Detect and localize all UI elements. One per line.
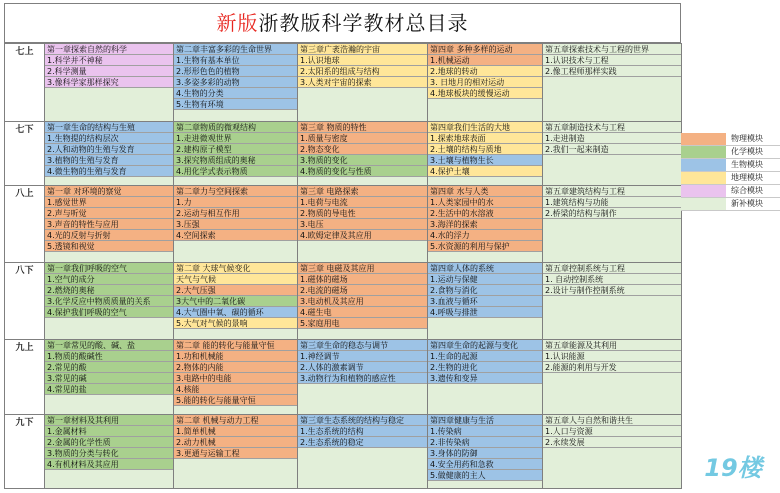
section-item: 1.电荷与电流 <box>298 197 427 208</box>
grade-row <box>5 340 682 415</box>
section-item: 1.运动与保健 <box>428 274 542 285</box>
grade-label: 八下 <box>5 263 45 340</box>
section-item: 3.化学反应中物质质量的关系 <box>45 296 173 307</box>
section-item: 2.土壤的结构与质地 <box>428 144 542 155</box>
chapter-cell <box>428 44 543 122</box>
section-item: 2.非传染病 <box>428 437 542 448</box>
chapter-title: 第四章 水与人类 <box>428 186 542 197</box>
chapter-cell <box>428 415 543 489</box>
chapter-title: 第三章广袤浩瀚的宇宙 <box>298 44 427 55</box>
section-item: 1.传染病 <box>428 426 542 437</box>
section-item: 5.能的转化与能量守恒 <box>174 395 297 406</box>
chapter-cell <box>45 263 174 340</box>
chapter-title: 第三章生态系统的结构与稳定 <box>298 415 427 426</box>
chapter-title: 第一章探索自然的科学 <box>45 44 173 55</box>
section-item: 2.能源的利用与开发 <box>543 362 681 373</box>
section-item: 1.简单机械 <box>174 426 297 437</box>
section-item: 5.做健康的主人 <box>428 470 542 481</box>
section-item: 4.核能 <box>174 384 297 395</box>
section-item: 2.生态系统的稳定 <box>298 437 427 448</box>
legend-label: 综合模块 <box>731 186 763 195</box>
legend-row <box>681 146 780 159</box>
chapter-title: 第三章生命的稳态与调节 <box>298 340 427 351</box>
chapter-cell <box>298 122 428 186</box>
section-item: 3. 日地月的相对运动 <box>428 77 542 88</box>
section-item: 1.磁体的磁场 <box>298 274 427 285</box>
section-item: 2.形形色色的植物 <box>174 66 297 77</box>
section-item: 2.太阳系的组成与结构 <box>298 66 427 77</box>
section-item: 2.地球的转动 <box>428 66 542 77</box>
section-item: 4.生物的分类 <box>174 88 297 99</box>
section-item: 4.物质的变化与性质 <box>298 166 427 177</box>
section-item: 3.海洋的探索 <box>428 219 542 230</box>
section-item: 1.人口与资源 <box>543 426 681 437</box>
legend-row <box>681 133 780 146</box>
chapter-cell <box>298 415 428 489</box>
section-item: 2.我们一起来制造 <box>543 144 681 155</box>
section-item: 3.像科学家那样探究 <box>45 77 173 88</box>
catalog-table <box>4 43 682 489</box>
chapter-cell <box>45 340 174 415</box>
legend-swatch <box>681 198 726 210</box>
section-item: 3.常见的碱 <box>45 373 173 384</box>
section-item: 4.空间探索 <box>174 230 297 241</box>
section-item: 3.声音的特性与应用 <box>45 219 173 230</box>
section-item: 4.微生物的生殖与发育 <box>45 166 173 177</box>
grade-row <box>5 44 682 122</box>
section-item: 2.像工程师那样实践 <box>543 66 681 77</box>
section-item: 3.电路中的电能 <box>174 373 297 384</box>
chapter-title: 第三章 物质的特性 <box>298 122 427 133</box>
grade-label: 九上 <box>5 340 45 415</box>
section-item: 1.走进制造 <box>543 133 681 144</box>
grade-row <box>5 263 682 340</box>
chapter-title: 第五章人与自然和谐共生 <box>543 415 681 426</box>
section-item: 3.植物的生殖与发育 <box>45 155 173 166</box>
chapter-title: 第一章材料及其利用 <box>45 415 173 426</box>
section-item: 3大气中的二氧化碳 <box>174 296 297 307</box>
chapter-title: 第二章 大球气候变化 <box>174 263 297 274</box>
section-item: 4.用化学式表示物质 <box>174 166 297 177</box>
section-item: 5.大气对气候的景响 <box>174 318 297 329</box>
section-item: 1.机械运动 <box>428 55 542 66</box>
section-item: 1.空气的成分 <box>45 274 173 285</box>
section-item: 4.保护我们呼吸的空气 <box>45 307 173 318</box>
section-item: 2.金属的化学性质 <box>45 437 173 448</box>
section-item: 1.生命的起源 <box>428 351 542 362</box>
section-item: 1.建筑结构与功能 <box>543 197 681 208</box>
section-item: 3.物质的分类与转化 <box>45 448 173 459</box>
section-item: 2.动力机械 <box>174 437 297 448</box>
section-item: 3.动物行为和植物的感应性 <box>298 373 427 384</box>
section-item: 1.认识地球 <box>298 55 427 66</box>
section-item: 2.桥梁的结构与制作 <box>543 208 681 219</box>
title-text: 浙教版科学教材总目录 <box>258 11 469 35</box>
section-item: 2.人体的激素调节 <box>298 362 427 373</box>
section-item: 4.光的反射与折射 <box>45 230 173 241</box>
section-item: 2.燃烧的奥秘 <box>45 285 173 296</box>
legend-row <box>681 172 780 185</box>
legend-label: 化学模块 <box>731 147 763 156</box>
section-item: 1.功和机械能 <box>174 351 297 362</box>
chapter-cell <box>298 340 428 415</box>
chapter-title: 第一章生命的结构与生殖 <box>45 122 173 133</box>
chapter-cell <box>45 122 174 186</box>
section-item: 1.生物有基本单位 <box>174 55 297 66</box>
chapter-title: 第三章 电磁及其应用 <box>298 263 427 274</box>
section-item: 3.探究物质组成的奥秘 <box>174 155 297 166</box>
chapter-cell <box>428 186 543 263</box>
chapter-cell <box>428 340 543 415</box>
grade-label: 七上 <box>5 44 45 122</box>
legend-label: 新补模块 <box>731 199 763 208</box>
chapter-title: 第四章我们生活的大地 <box>428 122 542 133</box>
chapter-cell <box>543 263 682 340</box>
chapter-cell <box>174 186 298 263</box>
section-item: 2.生物的进化 <box>428 362 542 373</box>
section-item: 2.生活中的水溶液 <box>428 208 542 219</box>
section-item: 4.有机材料及其应用 <box>45 459 173 470</box>
chapter-title: 第一章 对环境的察觉 <box>45 186 173 197</box>
watermark-logo: 19楼 <box>704 453 762 482</box>
section-item: 3.人类对宇宙的探索 <box>298 77 427 88</box>
legend-row <box>681 159 780 172</box>
section-item: 3.多姿多彩的动物 <box>174 77 297 88</box>
section-item: 1.人类家园中的水 <box>428 197 542 208</box>
section-item: 1.认识技术与工程 <box>543 55 681 66</box>
chapter-title: 第三章 电路探索 <box>298 186 427 197</box>
chapter-cell <box>45 415 174 489</box>
section-item: 2.设计与制作控制系统 <box>543 285 681 296</box>
chapter-title: 第五章建筑结构与工程 <box>543 186 681 197</box>
grade-label: 九下 <box>5 415 45 489</box>
legend-row <box>681 198 780 211</box>
chapter-title: 第五章控制系统与工程 <box>543 263 681 274</box>
chapter-cell <box>174 340 298 415</box>
section-item: 3.电压 <box>298 219 427 230</box>
chapter-cell <box>174 415 298 489</box>
chapter-cell <box>298 263 428 340</box>
chapter-cell <box>174 122 298 186</box>
chapter-cell <box>543 186 682 263</box>
section-item: 3.物质的变化 <box>298 155 427 166</box>
section-item: 2.大气压强 <box>174 285 297 296</box>
section-item: 5.透镜和视觉 <box>45 241 173 252</box>
section-item: 2.常见的酸 <box>45 362 173 373</box>
chapter-title: 第一章我们呼吸的空气 <box>45 263 173 274</box>
chapter-cell <box>45 186 174 263</box>
section-item: 1.物质的酸碱性 <box>45 351 173 362</box>
legend-row <box>681 185 780 198</box>
chapter-cell <box>428 263 543 340</box>
section-item: 4.保护土壤 <box>428 166 542 177</box>
legend-swatch <box>681 172 726 184</box>
page-title <box>4 3 681 43</box>
section-item: 1.生态系统的结构 <box>298 426 427 437</box>
section-item: 1.质量与密度 <box>298 133 427 144</box>
section-item: 5.水资源的利用与保护 <box>428 241 542 252</box>
section-item: 4.水的浮力 <box>428 230 542 241</box>
chapter-title: 第四章 多种多样的运动 <box>428 44 542 55</box>
section-item: 4.呼吸与排泄 <box>428 307 542 318</box>
chapter-title: 第二章力与空间探索 <box>174 186 297 197</box>
chapter-title: 第一章常见的酸、碱、盐 <box>45 340 173 351</box>
section-item: 4.常见的盐 <box>45 384 173 395</box>
chapter-title: 第二章丰富多彩的生命世界 <box>174 44 297 55</box>
section-item: 2.电流的磁场 <box>298 285 427 296</box>
chapter-title: 第二章 机械与动力工程 <box>174 415 297 426</box>
section-item: 1.生物提的结构层次 <box>45 133 173 144</box>
section-item: 5.家庭用电 <box>298 318 427 329</box>
section-item: 2.人和动物的生殖与发育 <box>45 144 173 155</box>
chapter-title: 第四章健康与生活 <box>428 415 542 426</box>
chapter-cell <box>428 122 543 186</box>
section-item: 4.大气圈中氧、碳的循环 <box>174 307 297 318</box>
section-item: 1. 自动控制系统 <box>543 274 681 285</box>
section-item: 4.欧姆定律及其应用 <box>298 230 427 241</box>
grade-row <box>5 122 682 186</box>
section-item: 1.感觉世界 <box>45 197 173 208</box>
section-item: 5.生物有环境 <box>174 99 297 110</box>
section-item: 1.走进微观世界 <box>174 133 297 144</box>
grade-label: 七下 <box>5 122 45 186</box>
section-item: 1.力 <box>174 197 297 208</box>
section-item: 3.电动机及其应用 <box>298 296 427 307</box>
grade-label: 八上 <box>5 186 45 263</box>
section-item: 3.遗传和变异 <box>428 373 542 384</box>
chapter-title: 第五章探索技术与工程的世界 <box>543 44 681 55</box>
title-accent: 新版 <box>216 11 259 35</box>
section-item: 2.食物与消化 <box>428 285 542 296</box>
chapter-cell <box>174 263 298 340</box>
section-item: 2.运动与相互作用 <box>174 208 297 219</box>
chapter-title: 第二章物质的微观结构 <box>174 122 297 133</box>
legend-swatch <box>681 159 726 171</box>
legend-swatch <box>681 185 726 197</box>
section-item: 2.建构原子模型 <box>174 144 297 155</box>
section-item: 4.磁生电 <box>298 307 427 318</box>
section-item: 1.认识能源 <box>543 351 681 362</box>
grade-row <box>5 415 682 489</box>
section-item: 2.物质的导电性 <box>298 208 427 219</box>
chapter-cell <box>543 44 682 122</box>
chapter-title: 第四章生命的起源与变化 <box>428 340 542 351</box>
section-item: 2.永续发展 <box>543 437 681 448</box>
section-item: 4.地球板块的缓慢运动 <box>428 88 542 99</box>
section-item: 3.血液与循环 <box>428 296 542 307</box>
section-item: 3.更通与运输工程 <box>174 448 297 459</box>
chapter-title: 第五章制造技术与工程 <box>543 122 681 133</box>
section-item: 3.土壤与植物生长 <box>428 155 542 166</box>
chapter-cell <box>45 44 174 122</box>
legend-label: 物理模块 <box>731 134 763 143</box>
section-item: 1.金属材料 <box>45 426 173 437</box>
legend-swatch <box>681 133 726 145</box>
section-item: 1.探索地球表面 <box>428 133 542 144</box>
section-item: 2.科学测量 <box>45 66 173 77</box>
section-item: 3.身体的防御 <box>428 448 542 459</box>
legend-label: 生物模块 <box>731 160 763 169</box>
section-item: 4.安全用药和急救 <box>428 459 542 470</box>
section-item: 2.物态变化 <box>298 144 427 155</box>
chapter-title: 第四章人体的系统 <box>428 263 542 274</box>
chapter-cell <box>543 340 682 415</box>
section-item: 2.物体的内能 <box>174 362 297 373</box>
legend-swatch <box>681 146 726 158</box>
chapter-cell <box>543 415 682 489</box>
section-item: 1.科学并不神秘 <box>45 55 173 66</box>
grade-row <box>5 186 682 263</box>
chapter-cell <box>543 122 682 186</box>
chapter-title: 第五章能源及其利用 <box>543 340 681 351</box>
section-item: 2.声与听觉 <box>45 208 173 219</box>
section-item: 3.压强 <box>174 219 297 230</box>
chapter-cell <box>298 186 428 263</box>
chapter-cell <box>298 44 428 122</box>
legend-label: 地理模块 <box>731 173 763 182</box>
chapter-cell <box>174 44 298 122</box>
section-item: 1.神经调节 <box>298 351 427 362</box>
legend <box>681 133 780 211</box>
chapter-title: 第二章 能的转化与能量守恒 <box>174 340 297 351</box>
section-item: 天气与气候 <box>174 274 297 285</box>
